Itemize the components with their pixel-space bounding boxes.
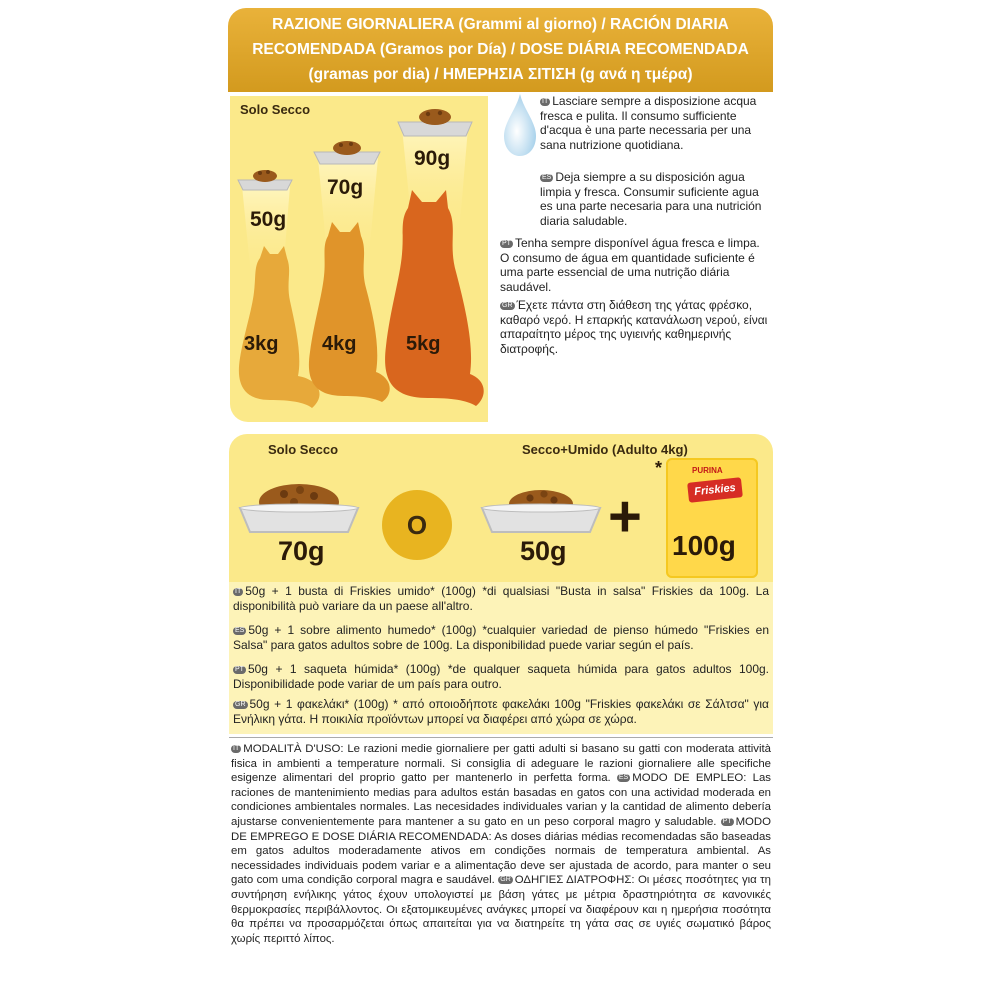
lang-badge-gr-2: GR — [235, 700, 246, 708]
water-text-pt-body: Tenha sempre disponível água fresca e limpa. O consumo de água em quantidade suficiente é uma parte essencial de uma nutrição diária saudável. — [500, 236, 760, 294]
mix-text-gr — [233, 697, 769, 726]
mix-text-it — [233, 584, 769, 613]
lang-badge-it-2: IT — [235, 587, 242, 595]
header-line-3: (gramas por dia) / ΗΜΕΡΗΣΙΑ ΣΙΤΙΣΗ (g ανά η τμέρα) — [308, 66, 693, 83]
bowl-large-icon — [398, 109, 472, 136]
water-text-it-body: Lasciare sempre a disposizione acqua fresca e pulita. Il consumo sufficiente d'acqua è una parte necessaria per una sana nutrizione quotidiana. — [540, 94, 757, 152]
water-drop-icon — [502, 92, 538, 158]
mix-text-es — [233, 623, 769, 652]
asterisk-mark: * — [655, 458, 663, 478]
weight-large-label: 5kg — [406, 333, 441, 355]
friskies-pouch-image — [666, 458, 758, 578]
usage-text-es: MODO DE EMPLEO: Las raciones de mantenimiento medias para adultos están basadas en gatos con una actividad moderada en condiciones ambientales normales. Las necesidades individuales varian y la cantidad de alimento debería ajustarse convenientemente para mantener a su gato en un peso corporal magro y saludable. — [231, 772, 771, 828]
lang-badge-gr-3: GR — [500, 876, 511, 884]
mixed-dry-grams: 50g — [520, 536, 567, 566]
water-text-es-body: Deja siempre a su disposición agua limpia y fresca. Consumir suficiente agua es una parte necesaria para una nutrición diaria saludable. — [540, 170, 762, 228]
water-text-gr — [500, 298, 772, 356]
bowl-small-icon — [238, 170, 292, 190]
mix-text-pt-body: 50g + 1 saqueta húmida* (100g) *de qualquer saqueta húmida para gatos adultos 100g. Disponibilidade pode variar de um país para outro. — [233, 662, 769, 691]
weight-small-label: 3kg — [244, 333, 279, 355]
bowl-mixed-icon — [478, 478, 604, 538]
pouch-grams: 100g — [672, 530, 736, 561]
usage-text-it: MODALITÀ D'USO: Le razioni medie giornaliere per gatti adulti si basano su gatti con moderata attività fisica in ambienti a temperature normali. Si consiglia di adeguare le razioni giornaliere alle specifiche esigenze alimentari del proprio gatto per mantenerlo in perfetta forma. — [231, 743, 771, 785]
mix-text-pt — [233, 662, 769, 691]
mixed-subtitle: Secco+Umido (Adulto 4kg) — [522, 442, 688, 457]
cat-mid-icon — [309, 222, 390, 402]
or-badge: O — [382, 490, 452, 560]
daily-ration-header — [228, 8, 773, 92]
mix-text-it-body: 50g + 1 busta di Friskies umido* (100g) *di qualsiasi "Busta in salsa" Friskies da 100g. La disponibilità può variare da un paese all'altro. — [233, 584, 769, 613]
cat-large-icon — [385, 190, 484, 406]
grams-mid-label: 70g — [327, 176, 364, 199]
purina-logo: PURINA — [692, 466, 723, 475]
weight-mid-label: 4kg — [322, 333, 357, 355]
header-line-1: RAZIONE GIORNALIERA (Grammi al giorno) / RACIÓN DIARIA — [272, 16, 729, 33]
dry-only-title: Solo Secco — [240, 102, 311, 117]
cats-illustration — [230, 96, 488, 422]
friskies-logo: Friskies — [687, 477, 743, 503]
grams-large-label: 90g — [414, 147, 451, 170]
lang-badge-gr: GR — [502, 301, 513, 309]
lang-badge-es-2: ES — [235, 626, 245, 634]
lang-badge-it-3: IT — [233, 744, 240, 752]
lang-badge-pt-3: PT — [722, 817, 732, 825]
lang-badge-it: IT — [542, 97, 549, 105]
water-text-es — [540, 170, 772, 228]
water-text-gr-body: Έχετε πάντα στη διάθεση της γάτας φρέσκο, καθαρό νερό. Η επαρκής κατανάλωση νερού, είναι απαραίτητο μέρος της υγιεινής καθημερινής διατροφής. — [500, 298, 768, 356]
bowl-dry-only-icon — [236, 478, 362, 538]
bowl-mid-icon — [314, 141, 380, 164]
usage-instructions — [231, 742, 771, 946]
section-divider — [229, 737, 773, 738]
lang-badge-pt: PT — [502, 239, 511, 247]
dry-only-subtitle: Solo Secco — [268, 442, 339, 457]
mix-text-es-body: 50g + 1 sobre alimento humedo* (100g) *cualquier variedad de pienso húmedo "Friskies en Salsa" para gatos adultos sobre de 100g. La disponibilidad puede variar según el país. — [233, 623, 769, 652]
dry-only-grams: 70g — [278, 536, 325, 566]
lang-badge-pt-2: PT — [235, 665, 244, 673]
header-line-2: RECOMENDADA (Gramos por Día) / DOSE DIÁRIA RECOMENDADA — [252, 41, 749, 58]
lang-badge-es: ES — [542, 173, 552, 181]
grams-small-label: 50g — [250, 208, 287, 231]
usage-text-gr: ΟΔΗΓΙΕΣ ΔΙΑΤΡΟΦΗΣ: Οι μέσες ποσότητες για τη συντήρηση ενήλικης γάτος έχουν υπολογιστεί με βάση γάτες με μέτρια δραστηριότητα σε κανονικές θερμοκρασίες περιβάλλοντος. Οι εξατομικευμένες ανάγκες μπορεί να διαφέρουν και η ημερήσια ποσότητα θα πρέπει να προσαρμόζεται όπως απαιτείται για να διατηρείτε τη γάτα σας σε υγιές σωματικό βάρος χωρίς περιττό λίπος. — [231, 874, 771, 945]
plus-sign: + — [608, 484, 642, 549]
lang-badge-es-3: ES — [618, 774, 629, 782]
water-text-pt — [500, 236, 772, 294]
usage-text-pt: MODO DE EMPREGO E DOSE DIÁRIA RECOMENDADA: As doses diárias médias recomendadas são baseadas em gatos adultos moderadamente ativos em condições normais de temperatura ambiental. As necessidades individuais podem variar e a alimentação deve ser ajustada de acordo, para manter o seu gato com uma condição corporal magra e saudável. — [231, 815, 771, 887]
mix-text-gr-body: 50g + 1 φακελάκι* (100g) * από οποιοδήποτε φακελάκι 100g "Friskies φακελάκι σε Σάλτσα" για Ενήλικη γάτα. Η ποικιλία προϊόντων μπορεί να διαφέρει από χώρα σε χώρα. — [233, 697, 769, 726]
water-text-it — [540, 94, 772, 152]
